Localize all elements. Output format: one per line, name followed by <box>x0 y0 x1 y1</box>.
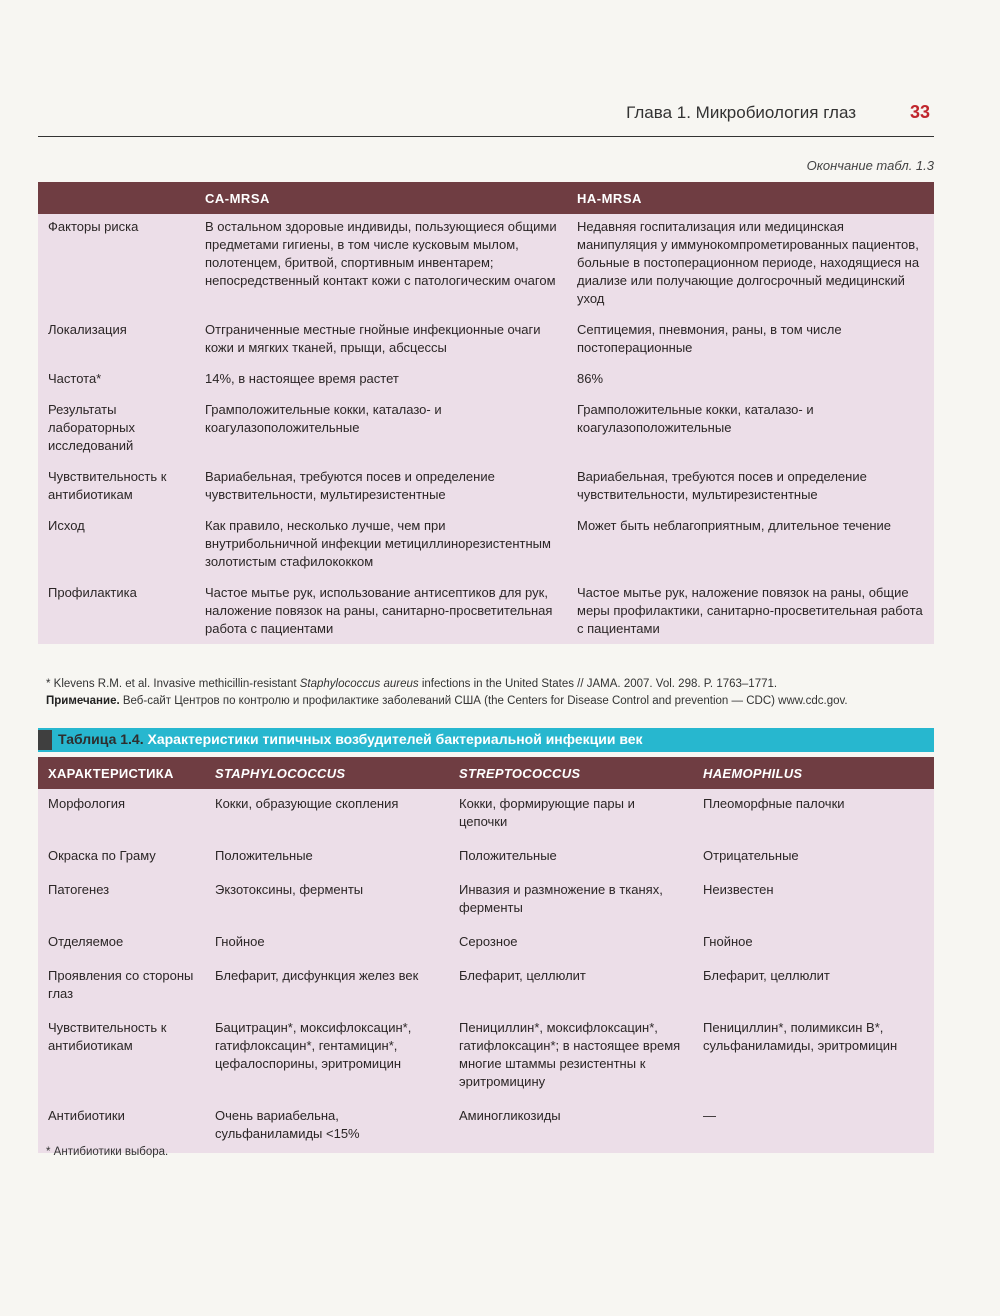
table-cell: Кокки, формирующие пары и цепочки <box>459 796 635 829</box>
table-cell: Результаты лабораторных исследований <box>48 402 135 453</box>
table-cell: Морфология <box>48 796 126 811</box>
table-cell: Частое мытье рук, использование антисептиков для рук, наложение повязок на раны, санитарно-просветительная работа с пациентами <box>205 585 553 636</box>
page-header <box>38 100 934 137</box>
table-cell: Пенициллин*, полимиксин B*, сульфаниламиды, эритромицин <box>703 1020 898 1053</box>
chapter-title: Глава 1. Микробиология глаз <box>626 103 856 122</box>
table-cell: Антибиотики <box>48 1108 125 1123</box>
table-cell: Локализация <box>48 322 127 337</box>
table-cell: Инвазия и размножение в тканях, ферменты <box>459 882 663 915</box>
table-cell: Экзотоксины, ферменты <box>215 882 364 897</box>
table-caption <box>38 728 934 752</box>
table-cell: Серозное <box>459 934 518 949</box>
column-header: CA-MRSA <box>195 182 567 214</box>
table-cell: Может быть неблагоприятным, длительное течение <box>577 518 892 533</box>
table-cell: Недавняя госпитализация или медицинская манипуляция у иммунокомпрометированных пациентов, больные в постоперационном периоде, находящиеся на диализе или получающие долгосрочный медицинский уход <box>577 219 920 306</box>
table-cell: Частое мытье рук, наложение повязок на раны, общие меры профилактики, санитарно-просветительная работа с пациентами <box>577 585 923 636</box>
table-cell: Частота* <box>48 371 102 386</box>
table-cell: Блефарит, целлюлит <box>459 968 586 983</box>
table-cell: Грамположительные кокки, каталазо- и коагулазоположительные <box>577 402 814 435</box>
table-cell: Грамположительные кокки, каталазо- и коагулазоположительные <box>205 402 442 435</box>
table-cell: Положительные <box>459 848 557 863</box>
column-header: ХАРАКТЕРИСТИКА <box>38 757 205 789</box>
table-row <box>38 927 934 961</box>
table-row <box>38 789 934 841</box>
page-number: 33 <box>909 102 930 122</box>
table-cell: Факторы риска <box>48 219 139 234</box>
table-cell: — <box>703 1108 716 1123</box>
table-cell: Бацитрацин*, моксифлоксацин*, гатифлоксацин*, гентамицин*, цефалоспорины, эритромицин <box>215 1020 412 1071</box>
caption-marker-icon <box>38 730 52 750</box>
column-header: HAEMOPHILUS <box>693 757 934 789</box>
table-row <box>38 580 934 644</box>
table-row <box>38 1013 934 1101</box>
table-row <box>38 317 934 366</box>
column-header: HA-MRSA <box>567 182 934 214</box>
table-row <box>38 1101 934 1153</box>
table-cell: Гнойное <box>703 934 753 949</box>
table-row <box>38 841 934 875</box>
table-cell: Неизвестен <box>703 882 774 897</box>
table-cell: Исход <box>48 518 85 533</box>
table-cell: Отделяемое <box>48 934 124 949</box>
table-cell: 86% <box>577 371 604 386</box>
column-header: STAPHYLOCOCCUS <box>205 757 449 789</box>
antibiotics-footnote: * Антибиотики выбора. <box>46 1146 169 1158</box>
table-cell: Пенициллин*, моксифлоксацин*, гатифлоксацин*; в настоящее время многие штаммы резистентны к эритромицину <box>459 1020 681 1089</box>
caption-number: Таблица 1.4. <box>58 731 144 747</box>
column-header: STREPTOCOCCUS <box>449 757 693 789</box>
table-cell: Кокки, образующие скопления <box>215 796 399 811</box>
reference-footnote: * Klevens R.M. et al. Invasive methicillin-resistant Staphylococcus aureus infections in the United States // JAMA. 2007. Vol. 298. P. 1763–1771. <box>46 678 778 690</box>
table-cell: Блефарит, целлюлит <box>703 968 830 983</box>
table-cell: Блефарит, дисфункция желез век <box>215 968 419 983</box>
table-continuation-note: Окончание табл. 1.3 <box>806 158 934 173</box>
table-row <box>38 513 934 580</box>
table-row <box>38 214 934 317</box>
table-cell: Аминогликозиды <box>459 1108 561 1123</box>
caption-title: Характеристики типичных возбудителей бактериальной инфекции век <box>147 731 643 747</box>
table-cell: Патогенез <box>48 882 110 897</box>
table-cell: Чувствительность к антибиотикам <box>48 1020 167 1053</box>
table-cell: Как правило, несколько лучше, чем при внутрибольничной инфекции метициллинорезистентным золотистым стафилококком <box>205 518 551 569</box>
table-cell: Вариабельная, требуются посев и определение чувствительности, мультирезистентные <box>577 469 867 502</box>
column-header <box>38 182 195 214</box>
table-footnotes <box>46 676 946 710</box>
table-cell: В остальном здоровые индивиды, пользующиеся общими предметами гигиены, в том числе кусковым мылом, полотенцем, бритвой, спортивным инвентарем; непосредственный контакт кожи с патологическим очагом <box>205 219 557 288</box>
table-cell: Очень вариабельна, сульфаниламиды <15% <box>215 1108 360 1141</box>
table-row <box>38 961 934 1013</box>
mrsa-comparison-table <box>38 182 934 644</box>
table-row <box>38 366 934 397</box>
table-cell: Вариабельная, требуются посев и определение чувствительности, мультирезистентные <box>205 469 495 502</box>
table-header-row <box>38 182 934 214</box>
table-row <box>38 397 934 464</box>
table-cell: Гнойное <box>215 934 265 949</box>
table-cell: Чувствительность к антибиотикам <box>48 469 167 502</box>
table-row <box>38 464 934 513</box>
table-cell: Септицемия, пневмония, раны, в том числе постоперационные <box>577 322 842 355</box>
table-header-row <box>38 757 934 789</box>
table-cell: Проявления со стороны глаз <box>48 968 194 1001</box>
table-cell: Профилактика <box>48 585 137 600</box>
table-cell: Отграниченные местные гнойные инфекционные очаги кожи и мягких тканей, прыщи, абсцессы <box>205 322 541 355</box>
eyelid-pathogens-table <box>38 757 934 1153</box>
table-row <box>38 875 934 927</box>
table-cell: Положительные <box>215 848 313 863</box>
table-cell: 14%, в настоящее время растет <box>205 371 399 386</box>
table-cell: Плеоморфные палочки <box>703 796 845 811</box>
table-note: Примечание. Веб-сайт Центров по контролю и профилактике заболеваний США (the Centers for Disease Control and prevention — CDC) www.cdc.gov. <box>46 695 848 707</box>
table-cell: Отрицательные <box>703 848 799 863</box>
table-cell: Окраска по Граму <box>48 848 156 863</box>
